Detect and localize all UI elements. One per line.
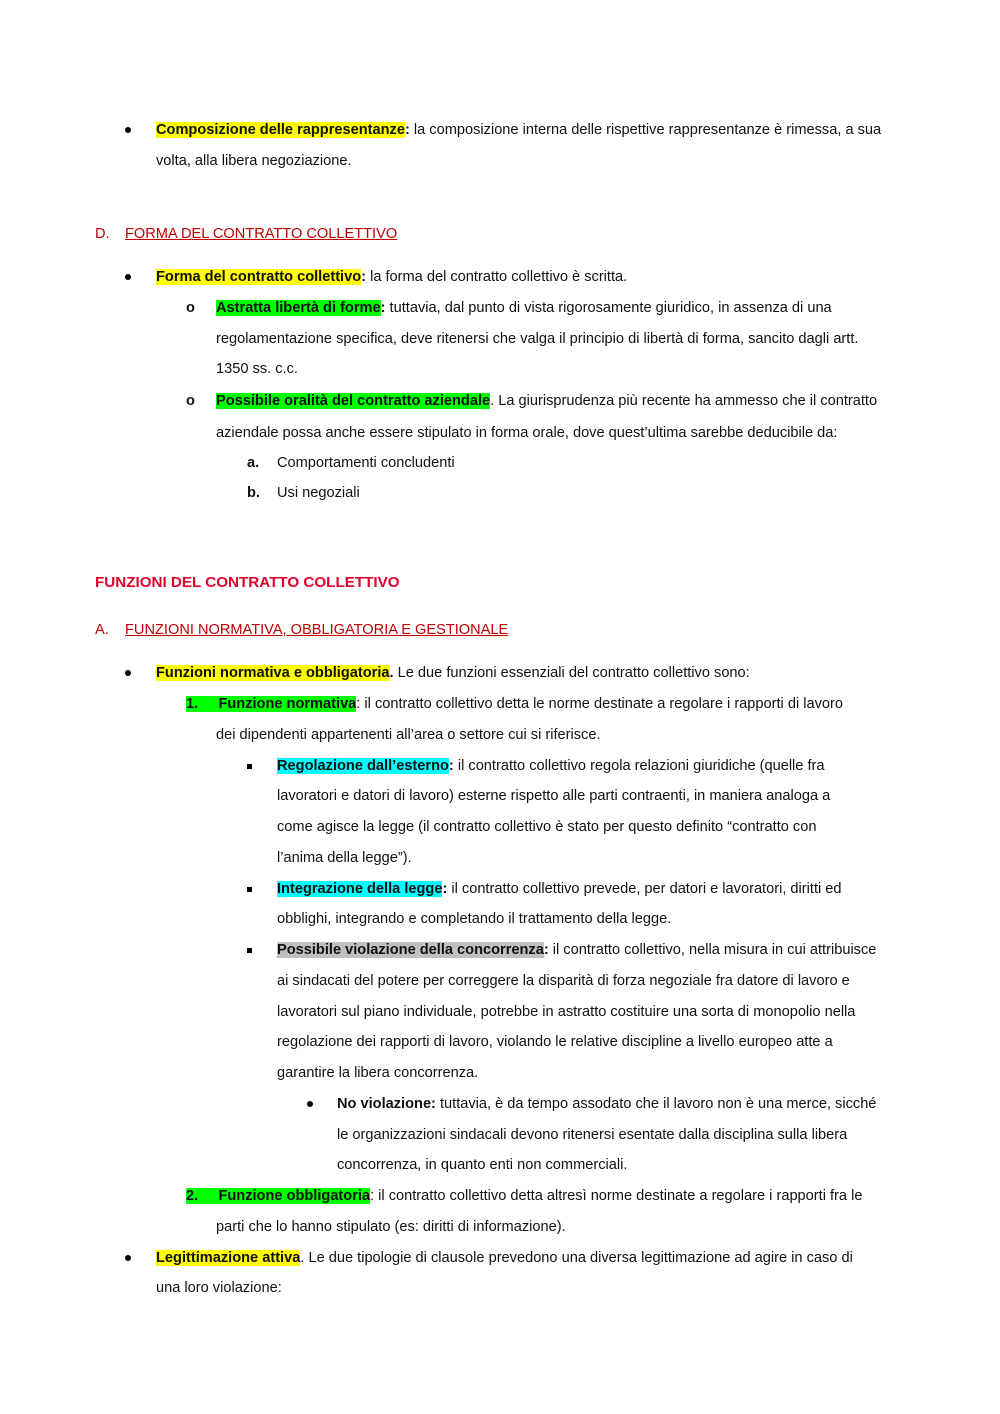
- text-run: dei dipendenti appartenenti all’area o settore cui si riferisce.: [216, 727, 601, 743]
- text-run: il contratto collettivo regola relazioni giuridiche (quelle fra: [453, 758, 825, 774]
- text-run: la composizione interna delle rispettive rappresentanze è rimessa, a sua: [409, 122, 882, 138]
- text-run: volta, alla libera negoziazione.: [156, 153, 352, 169]
- text-line: [0, 1212, 904, 1243]
- text-run: il contratto collettivo prevede, per datori e lavoratori, diritti ed: [447, 881, 842, 897]
- text-run: la forma del contratto collettivo è scritta.: [366, 269, 628, 285]
- text-line: [0, 843, 904, 874]
- text-line: [0, 812, 904, 843]
- square-bullet-icon: [247, 874, 252, 905]
- text-line: [0, 874, 904, 905]
- text-run: tuttavia, è da tempo assodato che il lavoro non è una merce, sicché: [435, 1096, 877, 1112]
- text-line: [0, 781, 904, 812]
- section-label: A.: [95, 622, 109, 638]
- text-run: :: [543, 942, 549, 958]
- text-line: [0, 1273, 904, 1304]
- text-line: [0, 720, 904, 751]
- text-line: [0, 1181, 904, 1212]
- text-line: [0, 966, 904, 997]
- text-run: :: [361, 269, 367, 285]
- list-marker: o: [186, 393, 195, 409]
- text-line: [0, 1243, 904, 1274]
- text-run: No violazione:: [337, 1096, 436, 1112]
- text-run: Astratta libertà di forme: [216, 300, 381, 316]
- text-run: Funzione obbligatoria: [218, 1188, 371, 1204]
- text-run: lavoratori e datori di lavoro) esterne rispetto alle parti contraenti, in maniera analoga a: [277, 788, 831, 804]
- text-run: Possibile violazione della concorrenza: [277, 942, 544, 958]
- text-run: Funzioni normativa e obbligatoria: [156, 665, 390, 681]
- text-run: l’anima della legge”).: [277, 850, 412, 866]
- text-run: le organizzazioni sindacali devono ritenersi esentate dalla disciplina sulla libera: [337, 1127, 848, 1143]
- text-run: Possibile oralità del contratto aziendale: [216, 393, 491, 409]
- text-run: Composizione delle rappresentanze: [156, 122, 405, 138]
- text-run: . La giurisprudenza più recente ha ammesso che il contratto: [490, 393, 878, 409]
- text-line: [0, 751, 904, 782]
- text-run: regolazione dei rapporti di lavoro, violando le relative discipline a livello europeo atte a: [277, 1034, 833, 1050]
- section-label: D.: [95, 226, 110, 242]
- text-run: . Le due tipologie di clausole prevedono una diversa legittimazione ad agire in caso di: [300, 1250, 853, 1266]
- list-marker: b.: [247, 485, 260, 501]
- text-line: [0, 293, 904, 324]
- text-run: .: [389, 665, 394, 681]
- text-run: Forma del contratto collettivo: [156, 269, 362, 285]
- text-run: concorrenza, in quanto enti non commerciali.: [337, 1157, 628, 1173]
- bullet-icon: [125, 115, 131, 146]
- text-line: [0, 1027, 904, 1058]
- text-run: :: [448, 758, 454, 774]
- text-run: tuttavia, dal punto di vista rigorosamente giuridico, in assenza di una: [385, 300, 832, 316]
- text-run: Legittimazione attiva: [156, 1250, 301, 1266]
- text-run: una loro violazione:: [156, 1280, 282, 1296]
- text-run: 1.: [186, 696, 219, 712]
- list-marker: a.: [247, 455, 260, 471]
- text-line: [0, 115, 904, 146]
- text-run: FUNZIONI NORMATIVA, OBBLIGATORIA E GESTIONALE: [125, 622, 509, 638]
- section-heading: [0, 568, 904, 599]
- text-run: FUNZIONI DEL CONTRATTO COLLETTIVO: [95, 574, 400, 591]
- text-line: [0, 997, 904, 1028]
- list-marker: o: [186, 300, 195, 316]
- text-run: : il contratto collettivo detta altresì norme destinate a regolare i rapporti fra le: [370, 1188, 863, 1204]
- text-run: :: [404, 122, 410, 138]
- text-run: FORMA DEL CONTRATTO COLLETTIVO: [125, 226, 398, 242]
- text-line: [0, 689, 904, 720]
- text-run: : il contratto collettivo detta le norme destinate a regolare i rapporti di lavoro: [356, 696, 844, 712]
- text-run: Usi negoziali: [277, 485, 360, 501]
- text-run: :: [380, 300, 386, 316]
- text-run: lavoratori sul piano individuale, potrebbe in astratto costituire una sorta di monopolio nella: [277, 1004, 856, 1020]
- bullet-icon: [125, 262, 131, 293]
- text-line: [0, 418, 904, 449]
- text-run: 2.: [186, 1188, 219, 1204]
- square-bullet-icon: [247, 935, 252, 966]
- square-bullet-icon: [247, 751, 252, 782]
- text-run: Comportamenti concludenti: [277, 455, 455, 471]
- text-line: [0, 1150, 904, 1181]
- text-run: Integrazione della legge: [277, 881, 443, 897]
- text-run: 1350 ss. c.c.: [216, 361, 298, 377]
- text-line: [0, 324, 904, 355]
- text-line: [0, 386, 904, 417]
- text-line: [0, 1089, 904, 1120]
- text-line: [0, 658, 904, 689]
- text-run: parti che lo hanno stipulato (es: diritti di informazione).: [216, 1219, 566, 1235]
- section-heading: [0, 219, 904, 250]
- text-run: il contratto collettivo, nella misura in cui attribuisce: [548, 942, 877, 958]
- text-line: [0, 262, 904, 293]
- text-line: [0, 1058, 904, 1089]
- text-line: [0, 146, 904, 177]
- bullet-icon: [307, 1089, 313, 1120]
- text-run: ai sindacati del potere per correggere la disparità di forza negoziale fra datore di lavoro e: [277, 973, 850, 989]
- text-line: [0, 1120, 904, 1151]
- bullet-icon: [125, 658, 131, 689]
- text-line: [0, 478, 904, 509]
- text-run: regolamentazione specifica, deve ritenersi che valga il principio di libertà di forma, sancito dagli artt.: [216, 331, 859, 347]
- text-line: [0, 904, 904, 935]
- text-line: [0, 935, 904, 966]
- text-run: Regolazione dall’esterno: [277, 758, 449, 774]
- text-line: [0, 354, 904, 385]
- text-run: Le due funzioni essenziali del contratto collettivo sono:: [393, 665, 750, 681]
- text-line: [0, 448, 904, 479]
- text-run: obblighi, integrando e completando il trattamento della legge.: [277, 911, 672, 927]
- text-run: aziendale possa anche essere stipulato in forma orale, dove quest’ultima sarebbe deducibile da:: [216, 425, 838, 441]
- text-run: come agisce la legge (il contratto collettivo è stato per questo definito “contratto con: [277, 819, 817, 835]
- section-heading: [0, 615, 904, 646]
- bullet-icon: [125, 1243, 131, 1274]
- text-run: garantire la libera concorrenza.: [277, 1065, 479, 1081]
- text-run: Funzione normativa: [218, 696, 357, 712]
- text-run: :: [442, 881, 448, 897]
